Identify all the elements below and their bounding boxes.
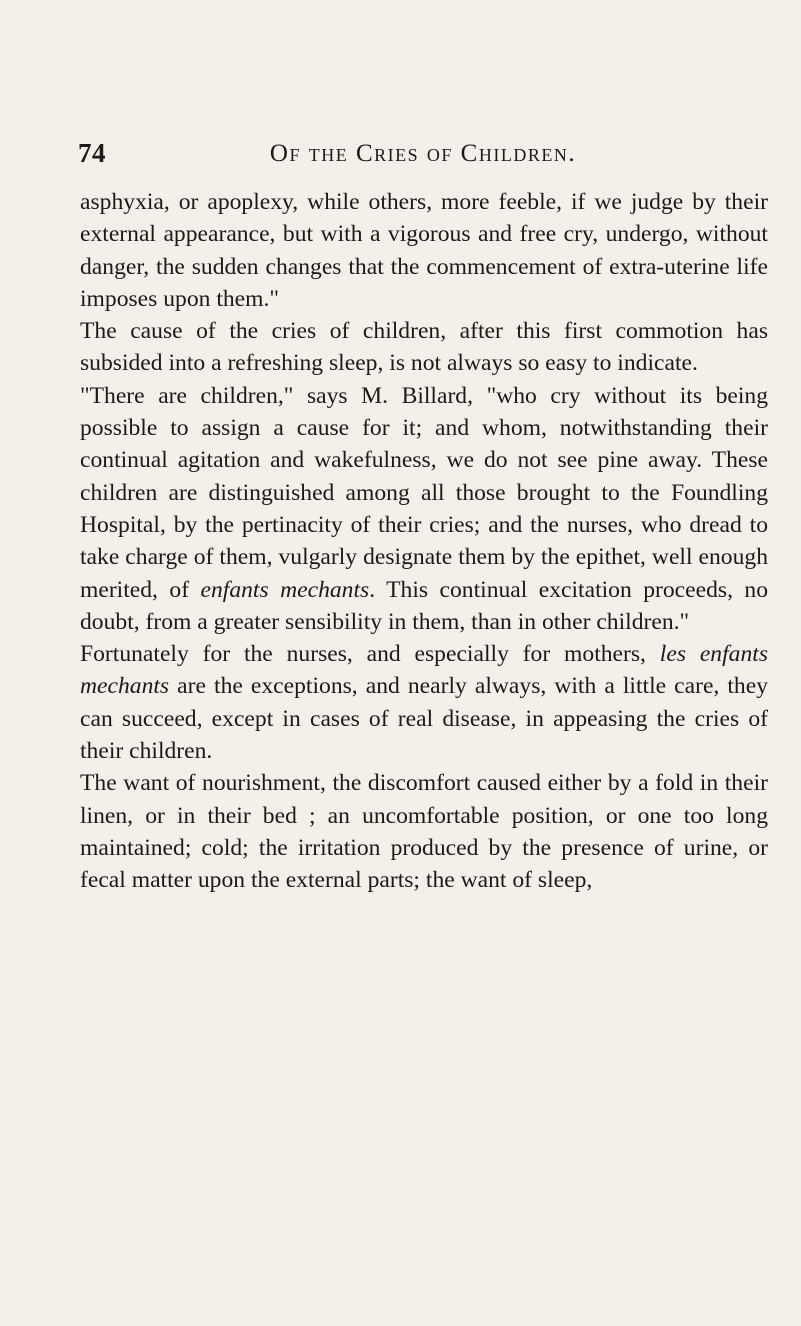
italic-term: les enfants mechants: [80, 641, 768, 700]
paragraph-text-before: Fortunately for the nurses, and especially for mothers,: [80, 641, 660, 668]
paragraph-billard-quote: [80, 380, 768, 638]
paragraph-continuation: [80, 186, 768, 315]
italic-term: enfants mechants: [200, 576, 370, 603]
paragraph-text: The cause of the cries of children, after this first commotion has subsided into a refreshing sleep, is not always so easy to indicate.: [80, 318, 768, 377]
page-number: 74: [78, 138, 106, 168]
running-title: Of the Cries of Children.: [269, 140, 577, 167]
paragraph-text-after: are the exceptions, and nearly always, with a little care, they can succeed, except in cases of real disease, in appeasing the cries of their children.: [80, 673, 768, 765]
running-head: [78, 138, 768, 174]
body-text: [80, 186, 768, 897]
paragraph-want-of-nourishment: [80, 767, 768, 896]
paragraph-cause-of-cries: [80, 315, 768, 380]
paragraph-fortunately: [80, 638, 768, 767]
paragraph-text-before: "There are children," says M. Billard, "who cry without its being possible to assign a cause for it; and whom, notwithstanding their continual agitation and wakefulness, we do not see pine away. These children are distinguished among all those brought to the Foundling Hospital, by the pertinacity of their cries; and the nurses, who dread to take charge of them, vulgarly designate them by the epithet, well enough merited, of: [80, 382, 768, 603]
paragraph-text-after: . This continual excitation proceeds, no doubt, from a greater sensibility in them, than in other children.": [80, 576, 768, 635]
paragraph-text: asphyxia, or apoplexy, while others, more feeble, if we judge by their external appearance, but with a vigorous and free cry, undergo, without danger, the sudden changes that the commencement of extra-uterine life imposes upon them.": [80, 189, 768, 312]
paragraph-text: The want of nourishment, the discomfort caused either by a fold in their linen, or in their bed ; an uncomfortable position, or one too long maintained; cold; the irritation produced by the presence of urine, or fecal matter upon the external parts; the want of sleep,: [80, 770, 768, 894]
